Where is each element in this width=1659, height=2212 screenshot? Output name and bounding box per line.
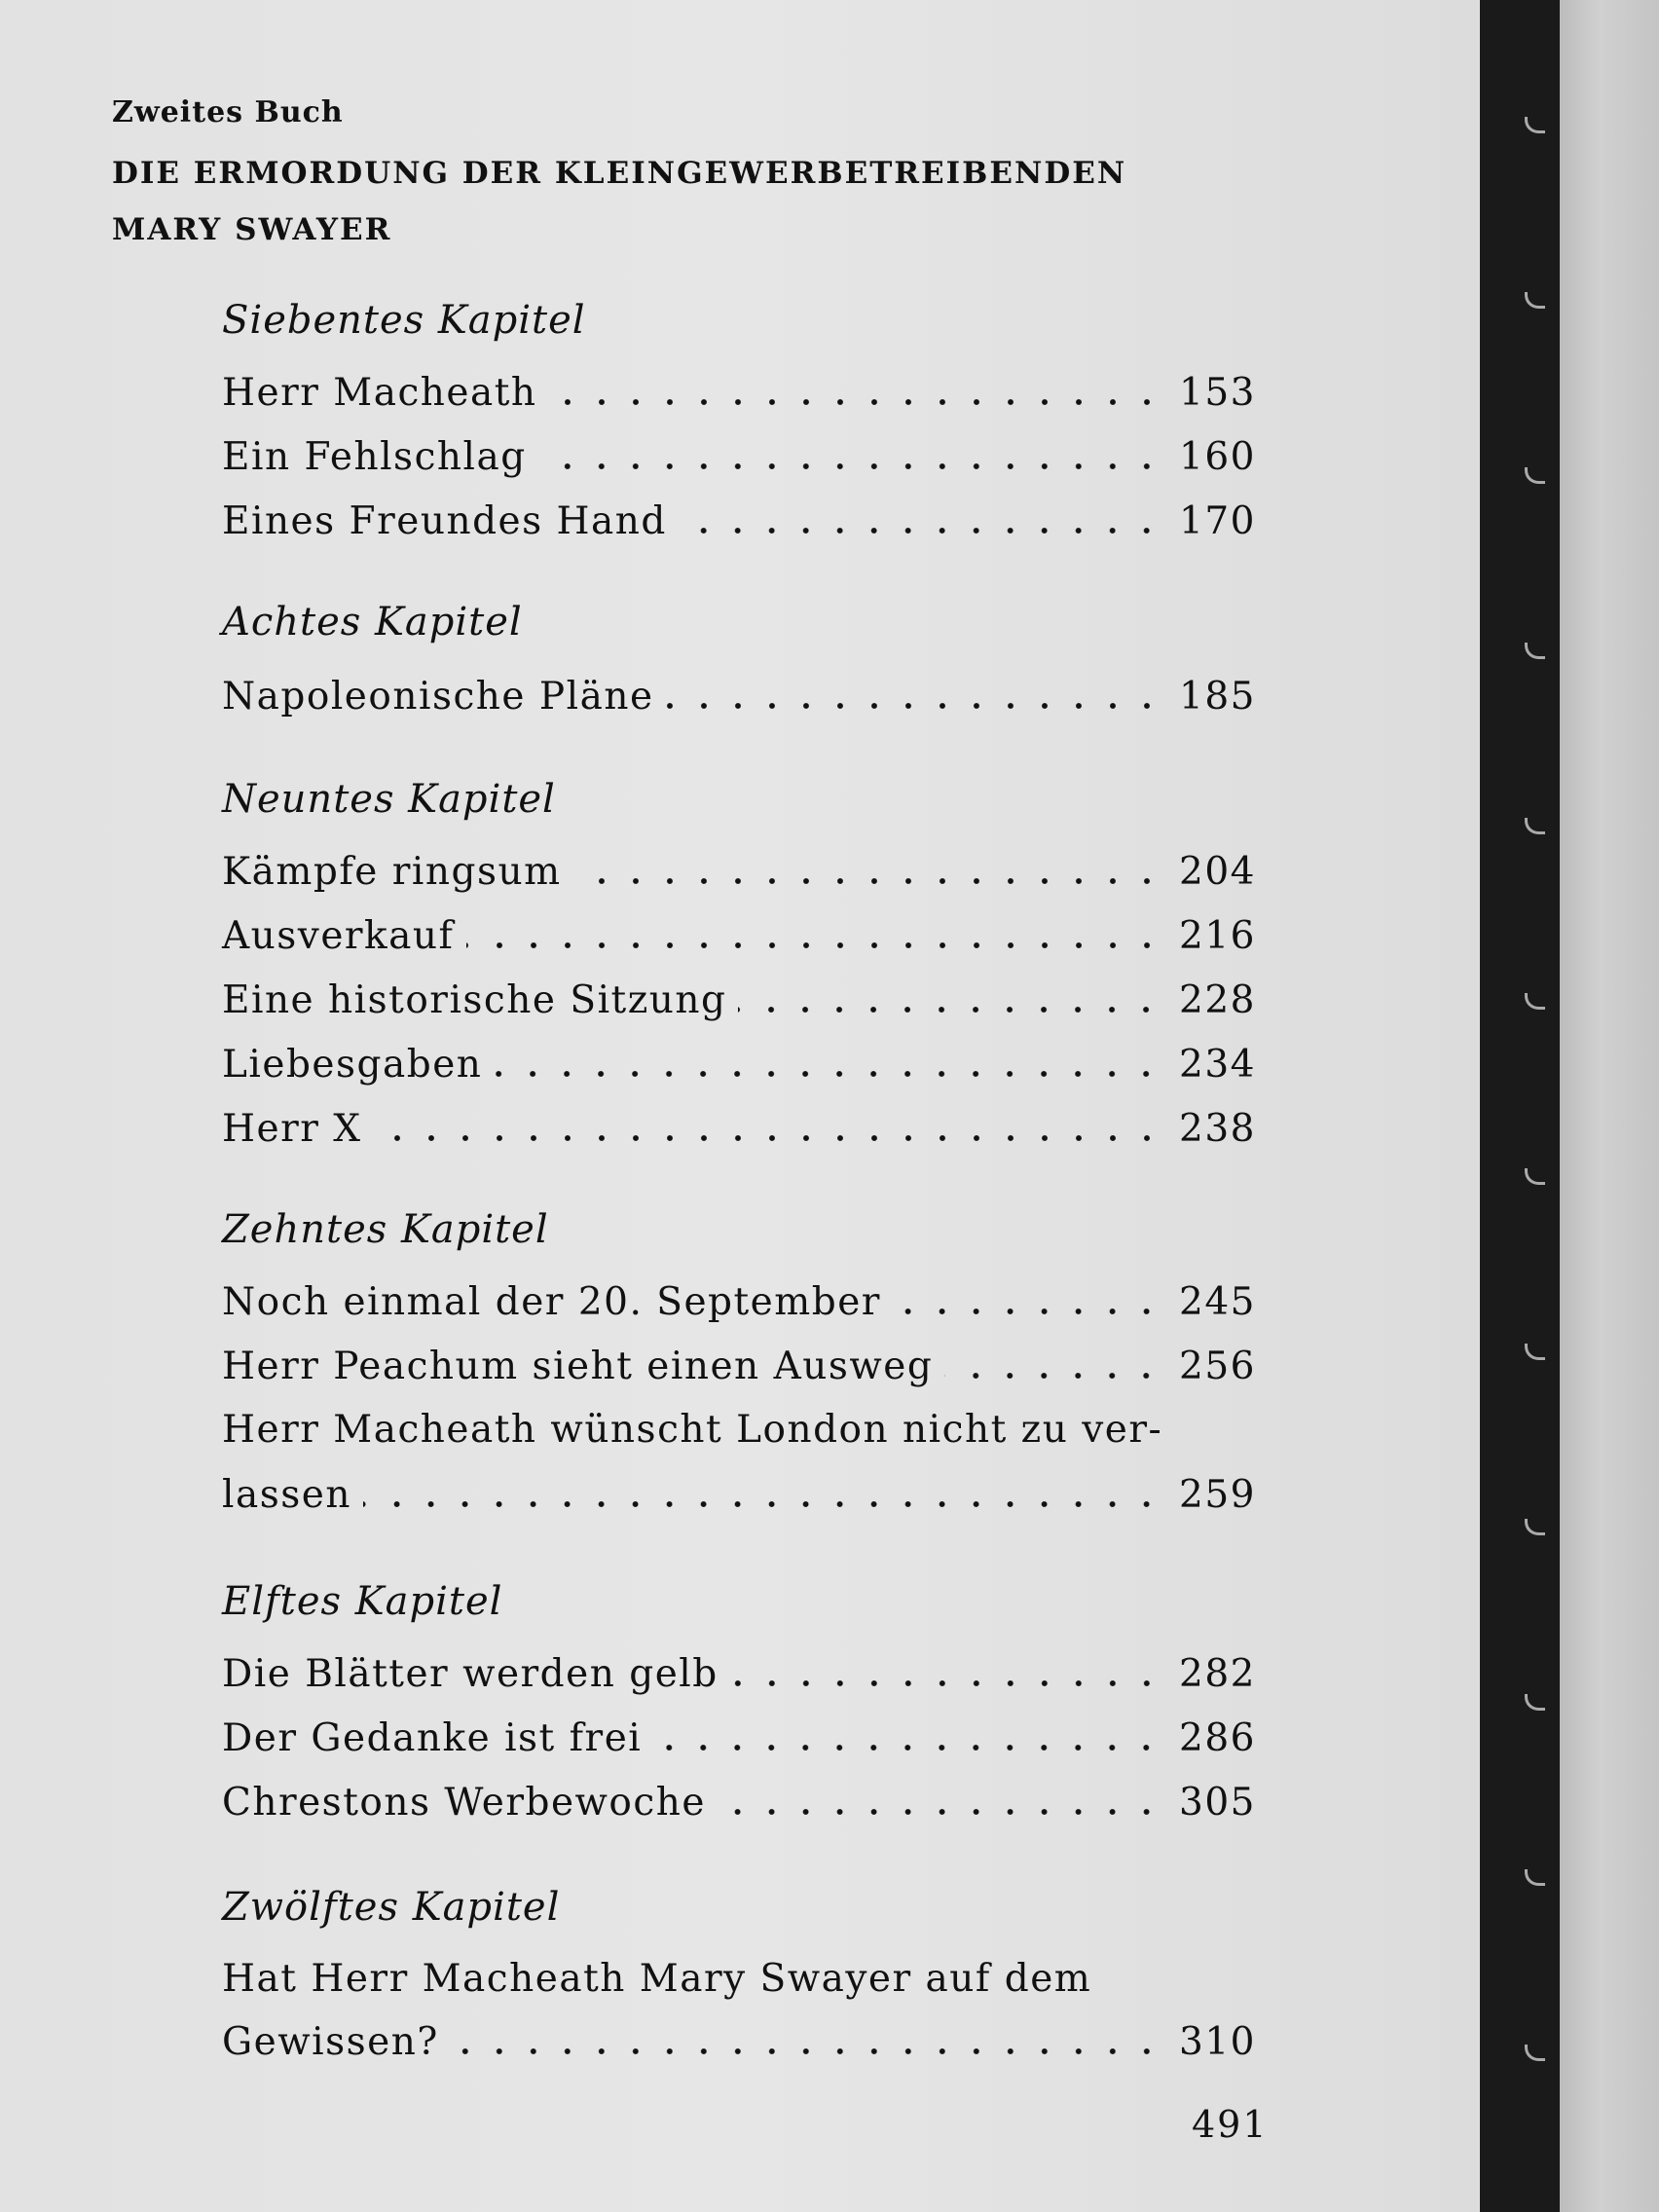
toc-entry-page: 234 (1179, 1043, 1256, 1087)
chapter-heading-7: Siebentes Kapitel (222, 298, 586, 343)
chapter-heading-8: Achtes Kapitel (222, 600, 523, 645)
toc-entry-page: 282 (1179, 1652, 1256, 1696)
dot-leader (718, 1809, 1163, 1815)
toc-entry (222, 493, 1256, 543)
toc-entry-page: 216 (1179, 914, 1256, 958)
toc-entry-page: 286 (1179, 1716, 1256, 1760)
toc-entry-title: Gewissen? (222, 2020, 439, 2064)
toc-entry-page: 160 (1179, 435, 1256, 479)
book-part-label: Zweites Buch (112, 95, 344, 129)
toc-entry-page: 245 (1179, 1280, 1256, 1324)
dot-leader (653, 1745, 1163, 1751)
toc-entry (222, 668, 1256, 719)
dot-leader (538, 463, 1163, 469)
dot-leader (363, 1501, 1163, 1507)
toc-entry (222, 1645, 1256, 1696)
toc-entry-title: Eine historische Sitzung (222, 978, 727, 1022)
toc-entry (222, 1710, 1256, 1760)
toc-entry (222, 364, 1256, 415)
toc-entry-page: 153 (1179, 371, 1256, 415)
book-spine (1480, 0, 1560, 2212)
toc-entry-title: lassen (222, 1473, 351, 1517)
page-number: 491 (1192, 2103, 1269, 2146)
toc-entry-title: Eines Freundes Hand (222, 499, 667, 543)
dot-leader (679, 528, 1163, 534)
chapter-heading-11: Elftes Kapitel (222, 1579, 503, 1624)
dot-leader (549, 399, 1164, 405)
toc-entry-title: Herr Macheath (222, 371, 537, 415)
toc-entry-title: Chrestons Werbewoche (222, 1781, 706, 1825)
facing-page-edge (1560, 0, 1659, 2212)
toc-entry-title: Noch einmal der 20. September (222, 1280, 881, 1324)
toc-entry (222, 1338, 1256, 1388)
toc-entry (222, 428, 1256, 479)
toc-entry (222, 2013, 1256, 2064)
toc-entry-title: Ein Fehlschlag (222, 435, 527, 479)
toc-entry-page: 170 (1179, 499, 1256, 543)
dot-leader (494, 1071, 1163, 1077)
toc-entry-title: Herr X (222, 1107, 362, 1151)
toc-entry-page: 204 (1179, 850, 1256, 894)
dot-leader (451, 2048, 1163, 2054)
toc-entry-title: Die Blätter werden gelb (222, 1652, 719, 1696)
toc-entry (222, 1774, 1256, 1825)
toc-entry (222, 972, 1256, 1022)
toc-entry (222, 907, 1256, 958)
toc-entry-page: 310 (1179, 2020, 1256, 2064)
dot-leader (666, 703, 1163, 709)
toc-entry-title: Liebesgaben (222, 1043, 483, 1087)
toc-entry-page: 256 (1179, 1345, 1256, 1388)
toc-entry (222, 1273, 1256, 1324)
toc-entry (222, 843, 1256, 894)
book-part-title-line2: MARY SWAYER (112, 212, 392, 247)
dot-leader (738, 1007, 1163, 1013)
toc-entry-title: Ausverkauf (222, 914, 455, 958)
toc-entry-page: 228 (1179, 978, 1256, 1022)
toc-entry-title: Der Gedanke ist frei (222, 1716, 643, 1760)
dot-leader (730, 1680, 1163, 1686)
dot-leader (893, 1309, 1163, 1314)
chapter-heading-12: Zwölftes Kapitel (222, 1885, 561, 1930)
toc-entry-page: 238 (1179, 1107, 1256, 1151)
toc-entry (222, 1466, 1256, 1517)
dot-leader (466, 942, 1164, 948)
chapter-heading-10: Zehntes Kapitel (222, 1207, 549, 1252)
toc-entry-page: 185 (1179, 675, 1256, 719)
dot-leader (944, 1373, 1163, 1379)
toc-entry-page: 305 (1179, 1781, 1256, 1825)
toc-entry-title-line1: Herr Macheath wünscht London nicht zu ver- (222, 1408, 1163, 1452)
toc-entry-title: Herr Peachum sieht einen Ausweg (222, 1345, 934, 1388)
toc-entry-title: Napoleonische Pläne (222, 675, 654, 719)
dot-leader (573, 878, 1163, 884)
toc-entry (222, 1036, 1256, 1087)
toc-entry-title-line1: Hat Herr Macheath Mary Swayer auf dem (222, 1957, 1092, 2001)
chapter-heading-9: Neuntes Kapitel (222, 777, 556, 822)
toc-entry-page: 259 (1179, 1473, 1256, 1517)
book-part-title-line1: DIE ERMORDUNG DER KLEINGEWERBETREIBENDEN (112, 156, 1127, 191)
toc-entry (222, 1100, 1256, 1151)
dot-leader (374, 1135, 1164, 1141)
toc-entry-title: Kämpfe ringsum (222, 850, 562, 894)
